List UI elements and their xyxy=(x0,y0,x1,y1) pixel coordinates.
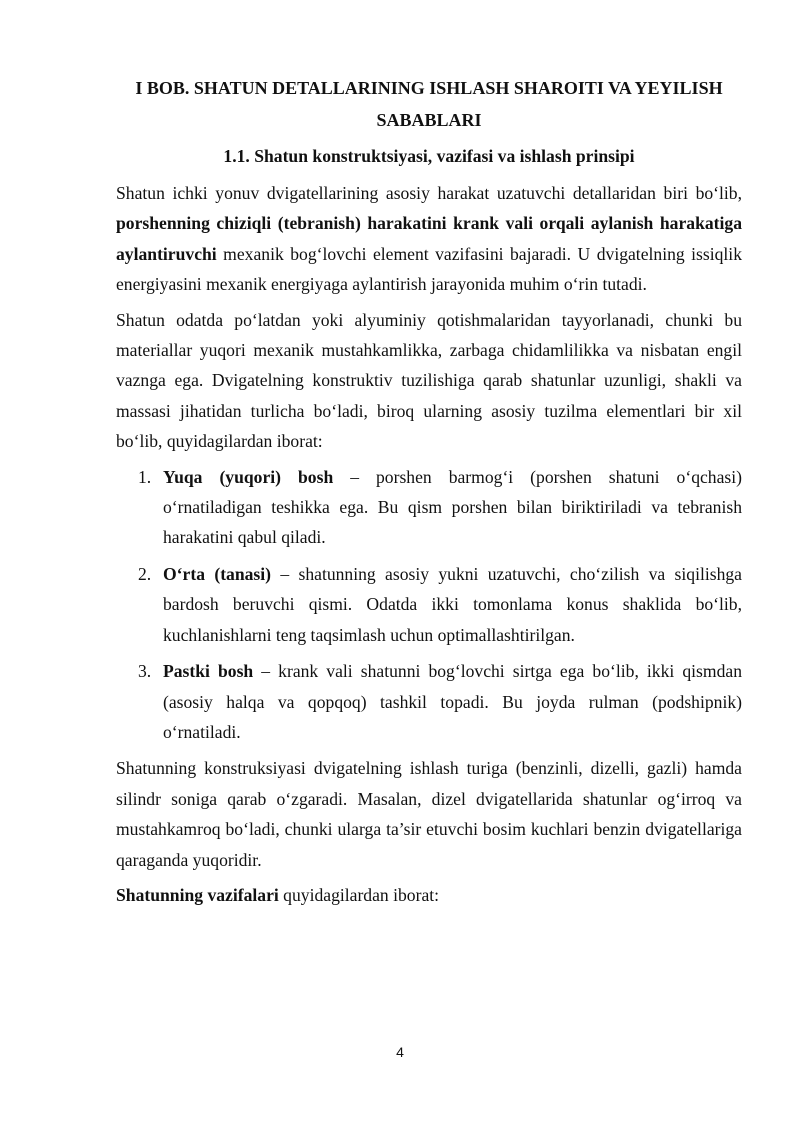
list-item-term: Yuqa (yuqori) bosh xyxy=(163,466,334,487)
section-title: 1.1. Shatun konstruktsiyasi, vazifasi va ishlash prinsipi xyxy=(223,146,635,166)
list-item-term: O‘rta (tanasi) xyxy=(163,563,272,584)
paragraph-functions xyxy=(116,880,742,910)
structure-list xyxy=(116,462,742,748)
list-item-term: Pastki bosh xyxy=(163,661,254,682)
paragraph-construction: Shatunning konstruksiyasi dvigatelning ishlash turiga (benzinli, dizelli, gazli) hamda silindr soniga qarab o‘zgaradi. Masalan, dizel dvigatellarida shatunlar og‘irroq va mustahkamroq bo‘ladi, chunki ularga ta’sir etuvchi bosim kuchlari benzin dvigatellariga qaraganda yuqoridir. xyxy=(116,758,742,870)
paragraph-intro-text: Shatun ichki yonuv dvigatellarining asosiy harakat uzatuvchi detallaridan biri bo‘lib, xyxy=(116,183,742,203)
list-item-number: 2. xyxy=(138,563,152,584)
list-item-number: 3. xyxy=(138,661,152,682)
paragraph-intro-bold: porshenning chiziqli (tebranish) harakatini krank vali orqali aylanish harakatiga aylantiruvchi xyxy=(116,213,742,264)
list-item xyxy=(116,559,742,650)
paragraph-materials: Shatun odatda po‘latdan yoki alyuminiy qotishmalaridan tayyorlanadi, chunki bu materiallar yuqori mexanik mustahkamlikka, zarbaga chidamlilikka va nisbatan engil vaznga ega. Dvigatelning konstruktiv tuzilishiga qarab shatunlar uzunligi, shakli va massasi jihatidan turlicha bo‘ladi, biroq ularning asosiy tuzilma elementlari bir xil bo‘lib, quyidagilardan iborat: xyxy=(116,309,742,452)
document-page xyxy=(116,72,742,915)
list-item xyxy=(116,656,742,747)
list-item-text: – krank vali shatunni bog‘lovchi sirtga ega bo‘lib, ikki qismdan (asosiy halqa va qopqoq) tashkil topadi. Bu joyda rulman (podshipnik) o‘rnatiladi. xyxy=(163,661,742,742)
list-item-number: 1. xyxy=(138,466,152,487)
page-number: 4 xyxy=(396,1044,404,1060)
list-item-text: – shatunning asosiy yukni uzatuvchi, cho‘zilish va siqilishga bardosh beruvchi qismi. Odatda ikki tomonlama konus shaklida bo‘lib, kuchlanishlarni teng taqsimlash uchun optimallashtirilgan. xyxy=(163,563,742,645)
list-item-text: – porshen barmog‘i (porshen shatuni o‘qchasi) o‘rnatiladigan teshikka ega. Bu qism porshen bilan biriktiriladi va tebranish harakatini qabul qiladi. xyxy=(163,466,742,548)
paragraph-functions-text: quyidagilardan iborat: xyxy=(278,884,440,905)
list-item xyxy=(116,462,742,553)
paragraph-functions-bold: Shatunning vazifalari xyxy=(116,884,279,905)
chapter-title: I BOB. SHATUN DETALLARINING ISHLASH SHAROITI VA YEYILISH SABABLARI xyxy=(135,78,723,130)
paragraph-intro xyxy=(116,178,742,300)
paragraph-intro-text-end: mexanik bog‘lovchi element vazifasini bajaradi. U dvigatelning issiqlik energiyasini mexanik energiyaga aylantirish jarayonida muhim o‘rin tutadi. xyxy=(116,243,742,295)
